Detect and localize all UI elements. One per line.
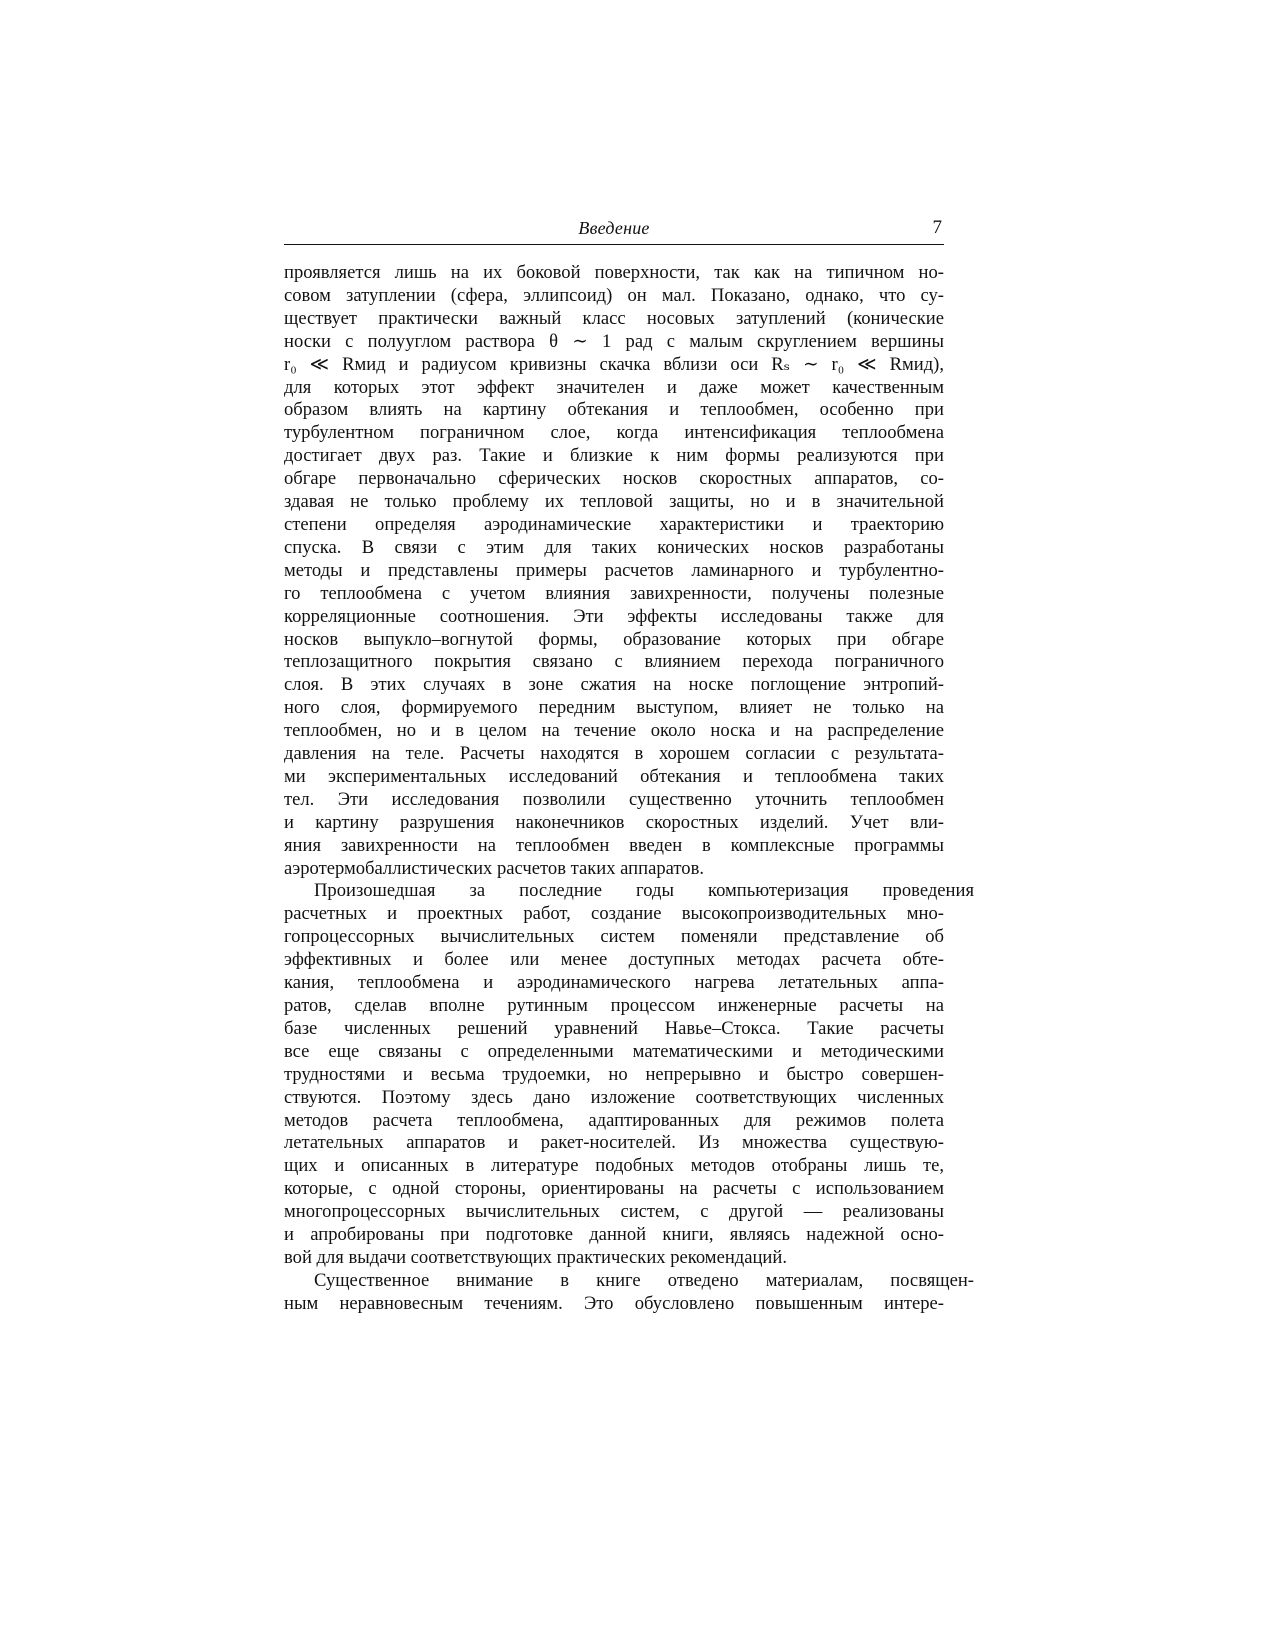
text-line: r₀ ≪ Rмид и радиусом кривизны скачка вблизи оси Rₛ ∼ r₀ ≪ Rмид), bbox=[284, 353, 944, 375]
text-line: и апробированы при подготовке данной книги, являясь надежной осно- bbox=[284, 1224, 944, 1246]
text-line: щих и описанных в литературе подобных методов отобраны лишь те, bbox=[284, 1155, 944, 1177]
text-line: теплозащитного покрытия связано с влиянием перехода пограничного bbox=[284, 651, 944, 673]
text-line: вой для выдачи соответствующих практических рекомендаций. bbox=[284, 1246, 787, 1268]
text-line: образом влиять на картину обтекания и теплообмен, особенно при bbox=[284, 399, 944, 421]
paragraph bbox=[284, 880, 974, 1269]
text-line: трудностями и весьма трудоемки, но непрерывно и быстро совершен- bbox=[284, 1063, 944, 1085]
text-line: обгаре первоначально сферических носков скоростных аппаратов, со- bbox=[284, 468, 944, 490]
text-line: гопроцессорных вычислительных систем поменяли представление об bbox=[284, 926, 944, 948]
text-line: ратов, сделав вполне рутинным процессом инженерные расчеты на bbox=[284, 995, 944, 1016]
text-line: методов расчета теплообмена, адаптированных для режимов полета bbox=[284, 1109, 944, 1131]
text-line: корреляционные соотношения. Эти эффекты исследованы также для bbox=[284, 605, 944, 627]
text-line: давления на теле. Расчеты находятся в хорошем согласии с результата- bbox=[284, 743, 944, 765]
text-line: яния завихренности на теплообмен введен в комплексные программы bbox=[284, 834, 944, 856]
text-line: спуска. В связи с этим для таких конических носков разработаны bbox=[284, 536, 944, 558]
text-line: носки с полууглом раствора θ ∼ 1 рад с малым скруглением вершины bbox=[284, 330, 944, 352]
text-line: теплообмен, но и в целом на течение около носка и на распределение bbox=[284, 720, 944, 742]
text-line: методы и представлены примеры расчетов ламинарного и турбулентно- bbox=[284, 559, 944, 581]
text-line: аэротермобаллистических расчетов таких аппаратов. bbox=[284, 857, 705, 879]
text-line: слоя. В этих случаях в зоне сжатия на носке поглощение энтропий- bbox=[284, 674, 944, 696]
text-line: Произошедшая за последние годы компьютеризация проведения bbox=[314, 880, 974, 902]
text-line: здавая не только проблему их тепловой защиты, но и в значительной bbox=[284, 491, 944, 513]
text-line: го теплообмена с учетом влияния завихренности, получены полезные bbox=[284, 582, 944, 604]
text-line: степени определяя аэродинамические характеристики и траекторию bbox=[284, 513, 944, 535]
text-line: расчетных и проектных работ, создание высокопроизводительных мно- bbox=[284, 903, 944, 925]
body-text bbox=[284, 262, 974, 1316]
text-line: ного слоя, формируемого передним выступом, влияет не только на bbox=[284, 697, 944, 719]
text-line: тел. Эти исследования позволили существенно уточнить теплообмен bbox=[284, 788, 944, 810]
text-line: кания, теплообмена и аэродинамического нагрева летательных аппа- bbox=[284, 972, 944, 994]
text-line: Существенное внимание в книге отведено материалам, посвящен- bbox=[314, 1269, 974, 1291]
text-line: ществует практически важный класс носовых затуплений (конические bbox=[284, 307, 944, 329]
text-line: ствуются. Поэтому здесь дано изложение соответствующих численных bbox=[284, 1086, 944, 1108]
page-number: 7 bbox=[932, 217, 942, 238]
running-header bbox=[284, 212, 944, 245]
text-line: многопроцессорных вычислительных систем, с другой — реализованы bbox=[284, 1201, 944, 1223]
text-line: ми экспериментальных исследований обтекания и теплообмена таких bbox=[284, 765, 944, 787]
text-line: достигает двух раз. Такие и близкие к ним формы реализуются при bbox=[284, 445, 944, 467]
text-line: эффективных и более или менее доступных методах расчета обте- bbox=[284, 949, 944, 971]
text-line: и картину разрушения наконечников скоростных изделий. Учет вли- bbox=[284, 811, 944, 833]
paragraph bbox=[284, 1269, 974, 1316]
text-line: турбулентном пограничном слое, когда интенсификация теплообмена bbox=[284, 422, 944, 444]
text-line: совом затуплении (сфера, эллипсоид) он мал. Показано, однако, что су- bbox=[284, 284, 944, 306]
text-line: все еще связаны с определенными математическими и методическими bbox=[284, 1040, 944, 1062]
text-line: носков выпукло–вогнутой формы, образование которых при обгаре bbox=[284, 628, 944, 650]
text-line: которые, с одной стороны, ориентированы на расчеты с использованием bbox=[284, 1178, 944, 1200]
text-line: проявляется лишь на их боковой поверхности, так как на типичном но- bbox=[284, 262, 944, 283]
text-line: для которых этот эффект значителен и даже может качественным bbox=[284, 376, 944, 398]
running-title: Введение bbox=[578, 218, 650, 238]
text-line: ным неравновесным течениям. Это обусловлено повышенным интере- bbox=[284, 1292, 944, 1314]
paragraph bbox=[284, 262, 944, 880]
text-line: базе численных решений уравнений Навье–Стокса. Такие расчеты bbox=[284, 1017, 944, 1039]
text-line: летательных аппаратов и ракет-носителей. Из множества существую- bbox=[284, 1132, 944, 1154]
